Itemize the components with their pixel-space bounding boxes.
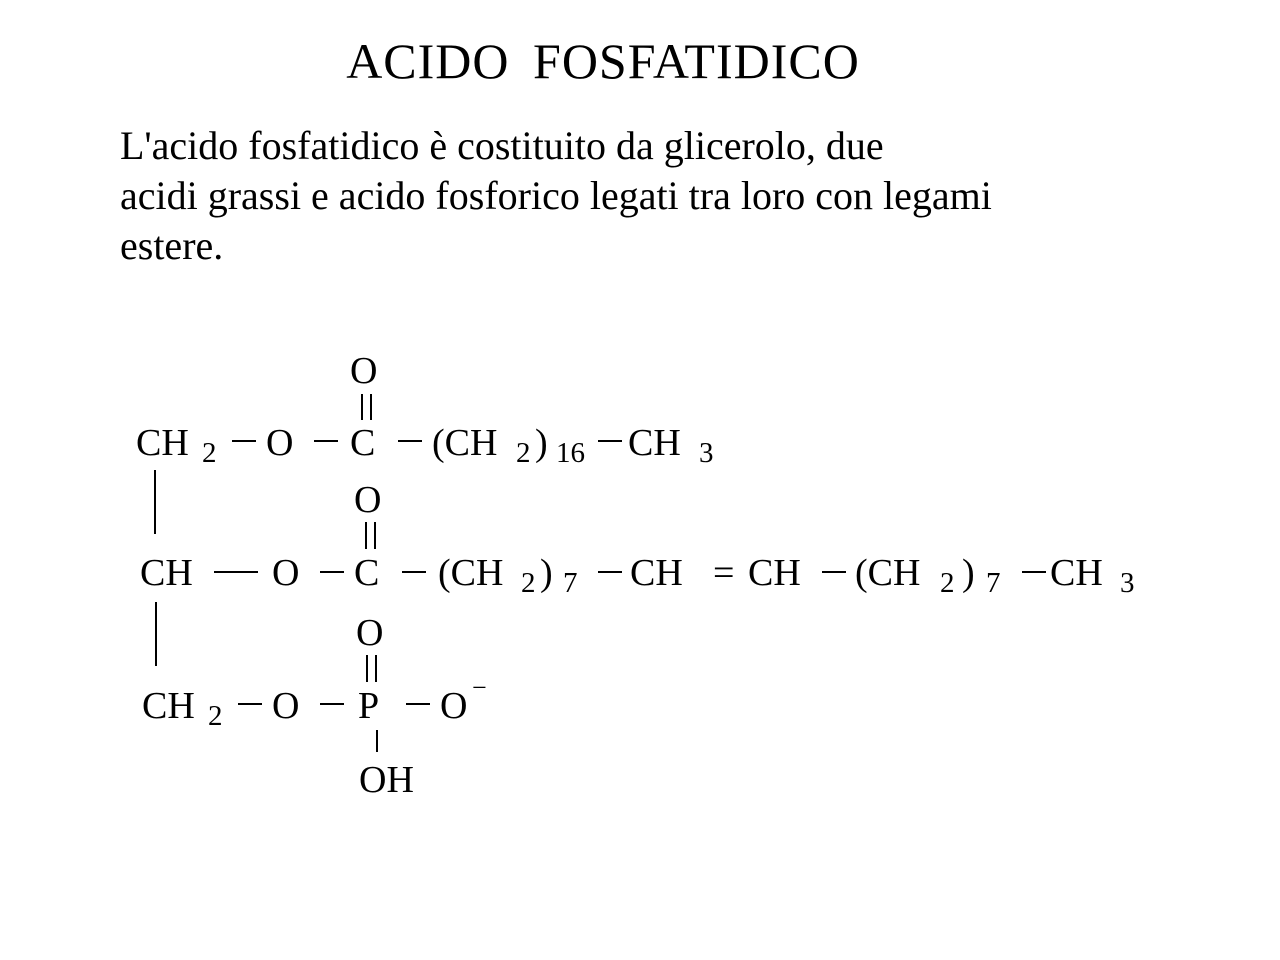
row3-glycerol-ch-subscript: 2	[208, 700, 223, 732]
row2-chain2-repeat: 7	[986, 567, 1001, 599]
row2-terminal-subscript: 3	[1120, 567, 1135, 599]
row2-ester-oxygen: O	[272, 552, 300, 594]
row2-oleic-ester	[140, 479, 1135, 599]
row2-chain1-subscript: 2	[521, 567, 536, 599]
row2-chain1-close: )	[540, 552, 553, 594]
row3-phosphate-ester	[142, 612, 487, 801]
row1-chain-close: )	[535, 422, 548, 464]
row1-carbonyl-oxygen: O	[350, 350, 378, 392]
row1-glycerol-ch-subscript: 2	[202, 437, 217, 469]
row1-ester-oxygen: O	[266, 422, 294, 464]
row3-glycerol-ch: CH	[142, 685, 195, 727]
row2-chain2-open: (CH	[855, 552, 921, 594]
row2-chain2-close: )	[962, 552, 975, 594]
slide-title: ACIDO FOSFATIDICO	[346, 33, 860, 89]
row1-chain-subscript: 2	[516, 437, 531, 469]
row2-terminal-methyl: CH	[1050, 552, 1103, 594]
row1-chain-open: (CH	[432, 422, 498, 464]
row1-chain-repeat: 16	[556, 437, 585, 469]
row2-alkene-ch-b: CH	[748, 552, 801, 594]
row3-anionic-oxygen: O	[440, 685, 468, 727]
row2-alkene-double-bond: =	[713, 552, 735, 594]
row1-terminal-methyl: CH	[628, 422, 681, 464]
row3-negative-charge: −	[472, 673, 487, 702]
description-line-1: L'acido fosfatidico è costituito da glicerolo, due	[120, 123, 884, 168]
row1-carbonyl-carbon: C	[350, 422, 376, 464]
row3-ester-oxygen: O	[272, 685, 300, 727]
row2-carbonyl-oxygen: O	[354, 479, 382, 521]
row2-glycerol-ch: CH	[140, 552, 193, 594]
description-line-3: estere.	[120, 223, 224, 268]
description-line-2: acidi grassi e acido fosforico legati tra loro con legami	[120, 173, 992, 218]
row1-glycerol-ch: CH	[136, 422, 189, 464]
row3-phosphorus: P	[358, 685, 380, 727]
row1-stearic-ester	[136, 350, 714, 469]
row2-chain1-open: (CH	[438, 552, 504, 594]
row2-alkene-ch-a: CH	[630, 552, 683, 594]
row3-phosphoryl-oxygen: O	[356, 612, 384, 654]
row3-hydroxyl: OH	[359, 759, 414, 801]
row2-carbonyl-carbon: C	[354, 552, 380, 594]
row2-chain2-subscript: 2	[940, 567, 955, 599]
row1-terminal-subscript: 3	[699, 437, 714, 469]
row2-chain1-repeat: 7	[563, 567, 578, 599]
